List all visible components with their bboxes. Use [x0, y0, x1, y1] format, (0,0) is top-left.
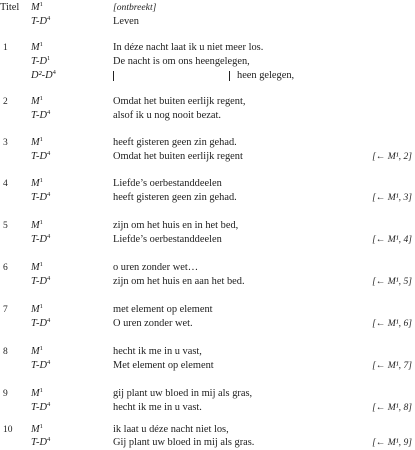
gap-bar-right [229, 71, 230, 81]
title-label: Titel [0, 2, 20, 13]
verse-line [0, 388, 415, 400]
cross-reference: [← M¹, 6] [372, 318, 412, 329]
witness-siglum: $T-D^4$ [31, 191, 51, 203]
verse-line [0, 234, 415, 246]
verse-text: Omdat het buiten eerlijk regent [113, 151, 243, 162]
title-text: Leven [113, 16, 139, 27]
verse-text: o uren zonder wet… [113, 262, 199, 273]
verse-text: Omdat het buiten eerlijk regent, [113, 96, 246, 107]
verse-text: met element op element [113, 304, 213, 315]
witness-siglum: $T-D^4$ [31, 317, 51, 329]
title-variant-text: [ontbreekt] [113, 2, 157, 13]
verse-line [0, 318, 415, 330]
verse-text: hecht ik me in u vast. [113, 402, 202, 413]
verse-text: alsof ik u nog nooit bezat. [113, 110, 221, 121]
verse-line [0, 220, 415, 232]
witness-siglum: $M^1$ [31, 177, 43, 189]
verse-line [0, 402, 415, 414]
verse-line [0, 137, 415, 149]
verse-number: 1 [3, 43, 8, 53]
cross-reference: [← M¹, 8] [372, 402, 412, 413]
verse-text: heeft gisteren geen zin gehad. [113, 192, 237, 203]
witness-siglum: $T-D^4$ [31, 109, 51, 121]
cross-reference: [← M¹, 2] [372, 151, 412, 162]
verse-number: 5 [3, 221, 8, 231]
verse-number: 7 [3, 305, 8, 315]
title-line-td4 [0, 16, 415, 28]
verse-line [0, 96, 415, 108]
verse-number: 2 [3, 97, 8, 107]
witness-siglum: $M^1$ [31, 261, 43, 273]
verse-line [0, 178, 415, 190]
witness-siglum: $T-D^4$ [31, 15, 51, 27]
verse-line [0, 304, 415, 316]
witness-siglum: $M^1$ [31, 219, 43, 231]
verse-number: 3 [3, 138, 8, 148]
verse-line [0, 262, 415, 274]
witness-siglum: $M^1$ [31, 41, 43, 53]
witness-siglum: $M^1$ [31, 1, 43, 13]
verse-text: heen gelegen, [237, 70, 295, 81]
verse-line [0, 70, 415, 82]
witness-siglum: $M^1$ [31, 387, 43, 399]
witness-siglum: $D^2-D^4$ [31, 69, 56, 81]
cross-reference: [← M¹, 9] [372, 437, 412, 448]
verse-text: ik laat u déze nacht niet los, [113, 424, 229, 435]
verse-text: O uren zonder wet. [113, 318, 193, 329]
witness-siglum: $T-D^4$ [31, 401, 51, 413]
verse-line [0, 424, 415, 436]
witness-siglum: $T-D^4$ [31, 359, 51, 371]
verse-text: Met element op element [113, 360, 214, 371]
verse-line [0, 360, 415, 372]
witness-siglum: $T-D^4$ [31, 233, 51, 245]
verse-text: heeft gisteren geen zin gehad. [113, 137, 237, 148]
witness-siglum: $T-D^4$ [31, 275, 51, 287]
verse-text: zijn om het huis en aan het bed. [113, 276, 245, 287]
witness-siglum: $M^1$ [31, 345, 43, 357]
verse-text: In déze nacht laat ik u niet meer los. [113, 42, 264, 53]
witness-siglum: $M^1$ [31, 95, 43, 107]
cross-reference: [← M¹, 7] [372, 360, 412, 371]
witness-siglum: $M^1$ [31, 303, 43, 315]
verse-text: De nacht is om ons heengelegen, [113, 56, 250, 67]
verse-line [0, 110, 415, 122]
verse-text: zijn om het huis en in het bed, [113, 220, 239, 231]
witness-siglum: $T-D^1$ [31, 55, 51, 67]
witness-siglum: $M^1$ [31, 136, 43, 148]
verse-number: 10 [3, 425, 13, 435]
cross-reference: [← M¹, 3] [372, 192, 412, 203]
verse-text: Gij plant uw bloed in mij als gras. [113, 437, 255, 448]
witness-siglum: $T-D^4$ [31, 150, 51, 162]
verse-line [0, 56, 415, 68]
verse-text: gij plant uw bloed in mij als gras, [113, 388, 253, 399]
cross-reference: [← M¹, 4] [372, 234, 412, 245]
gap-bar-left [113, 71, 114, 81]
verse-number: 9 [3, 389, 8, 399]
title-line-m1 [0, 2, 415, 14]
verse-line [0, 192, 415, 204]
verse-number: 8 [3, 347, 8, 357]
witness-siglum: $T-D^4$ [31, 436, 51, 448]
verse-line [0, 437, 415, 449]
verse-number: 4 [3, 179, 8, 189]
verse-line [0, 151, 415, 163]
verse-text: Liefde’s oerbestanddeelen [113, 234, 222, 245]
verse-text: Liefde’s oerbestanddeelen [113, 178, 222, 189]
verse-line [0, 42, 415, 54]
verse-text: hecht ik me in u vast, [113, 346, 202, 357]
cross-reference: [← M¹, 5] [372, 276, 412, 287]
verse-line [0, 346, 415, 358]
witness-siglum: $M^1$ [31, 423, 43, 435]
verse-line [0, 276, 415, 288]
verse-number: 6 [3, 263, 8, 273]
